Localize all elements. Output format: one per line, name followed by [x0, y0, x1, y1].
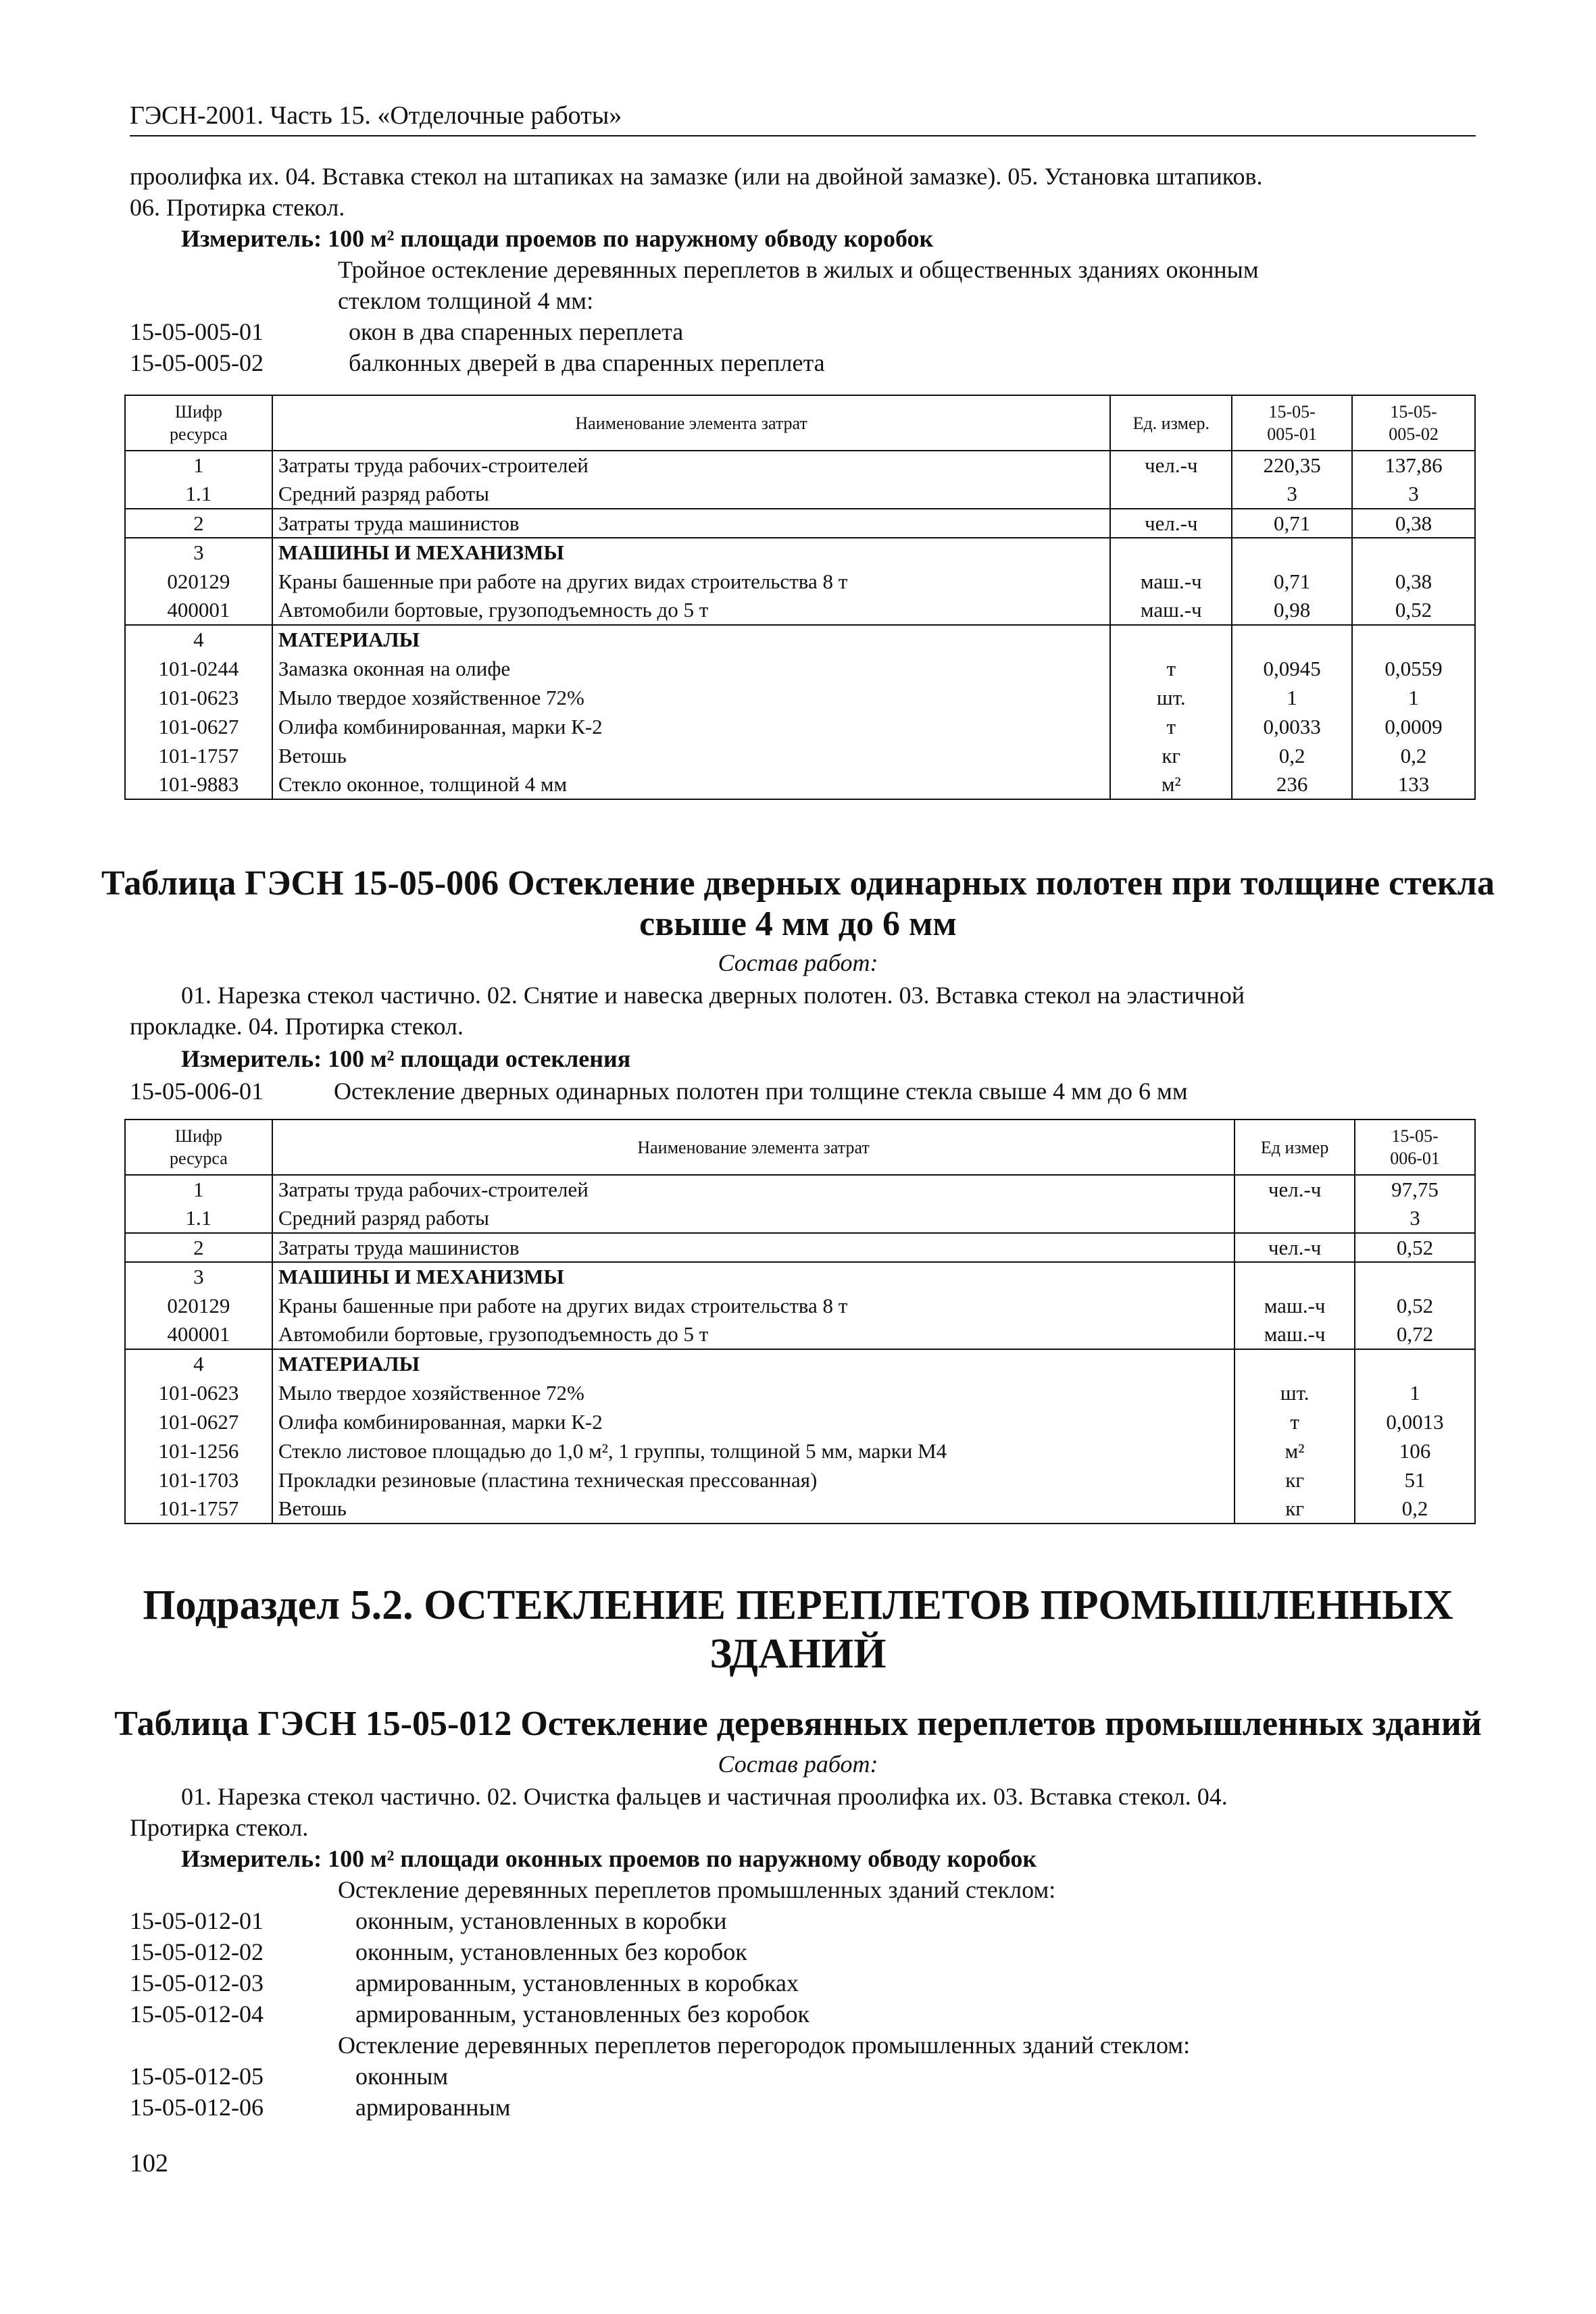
- cell-name: Затраты труда машинистов: [272, 509, 1111, 538]
- cell-value: 1: [1352, 683, 1475, 712]
- cell-name: Стекло листовое площадью до 1,0 м², 1 группы, толщиной 5 мм, марки М4: [272, 1436, 1235, 1465]
- table-row: [125, 480, 1475, 509]
- cell-value: [1232, 538, 1352, 567]
- cell-unit: чел.-ч: [1110, 451, 1232, 480]
- cell-cipher: 020129: [125, 567, 272, 596]
- cell-value: 0,2: [1352, 741, 1475, 770]
- cell-unit: т: [1235, 1407, 1355, 1436]
- resource-table-005: [124, 395, 1476, 800]
- cell-cipher: 101-0244: [125, 654, 272, 683]
- cell-value: 0,0559: [1352, 654, 1475, 683]
- header-rule: [130, 135, 1476, 136]
- item-desc: оконным, установленных в коробки: [355, 1907, 727, 1934]
- table-006-title-line-1: Таблица ГЭСН 15-05-006 Остекление дверных одинарных полотен при толщине стекла: [101, 864, 1495, 903]
- cell-name: Олифа комбинированная, марки К-2: [272, 1407, 1235, 1436]
- cell-value: [1352, 625, 1475, 654]
- cell-unit: маш.-ч: [1235, 1291, 1355, 1320]
- table-row: [125, 567, 1475, 596]
- cell-name: МАШИНЫ И МЕХАНИЗМЫ: [272, 1262, 1235, 1291]
- cell-value: [1355, 1349, 1475, 1378]
- cell-name: Затраты труда рабочих-строителей: [272, 1175, 1235, 1204]
- cell-cipher: 101-1703: [125, 1465, 272, 1494]
- table-row: [125, 654, 1475, 683]
- cell-value: 0,0945: [1232, 654, 1352, 683]
- table-row: [125, 625, 1475, 654]
- cell-unit: кг: [1235, 1465, 1355, 1494]
- cell-value: [1352, 538, 1475, 567]
- cell-name: Автомобили бортовые, грузоподъемность до 5 т: [272, 596, 1111, 625]
- measure-012: Измеритель: 100 м² площади оконных проемов по наружному обводу коробок: [181, 1845, 1037, 1872]
- cell-cipher: 101-0627: [125, 712, 272, 741]
- table-row: [125, 1320, 1475, 1349]
- works-label-006: Состав работ:: [718, 949, 878, 976]
- works-006-line-1: 01. Нарезка стекол частично. 02. Снятие и навеска дверных полотен. 03. Вставка стекол на эластичной: [181, 982, 1245, 1009]
- table-012-title: Таблица ГЭСН 15-05-012 Остекление деревянных переплетов промышленных зданий: [114, 1705, 1482, 1743]
- col-header-name: Наименование элемента затрат: [272, 1120, 1235, 1175]
- cell-unit: [1110, 538, 1232, 567]
- cell-unit: маш.-ч: [1110, 567, 1232, 596]
- cell-cipher: 101-9883: [125, 770, 272, 799]
- table-row: [125, 509, 1475, 538]
- cell-value: 0,38: [1352, 509, 1475, 538]
- item-code: 15-05-006-01: [130, 1078, 264, 1105]
- cell-name: Средний разряд работы: [272, 1204, 1235, 1233]
- cell-cipher: 2: [125, 509, 272, 538]
- cell-value: 97,75: [1355, 1175, 1475, 1204]
- group-012-1: Остекление деревянных переплетов промышленных зданий стеклом:: [338, 1876, 1056, 1903]
- cell-unit: [1235, 1262, 1355, 1291]
- col-header-005-02: 15-05- 005-02: [1352, 395, 1475, 451]
- table-row: [125, 1204, 1475, 1233]
- cell-cipher: 101-1256: [125, 1436, 272, 1465]
- cell-name: Прокладки резиновые (пластина техническая прессованная): [272, 1465, 1235, 1494]
- table-row: [125, 1436, 1475, 1465]
- cell-unit: т: [1110, 712, 1232, 741]
- item-code: 15-05-005-02: [130, 349, 264, 376]
- cell-value: 0,0009: [1352, 712, 1475, 741]
- table-row: [125, 1378, 1475, 1407]
- cell-unit: маш.-ч: [1110, 596, 1232, 625]
- cell-unit: кг: [1235, 1494, 1355, 1524]
- group-005-line-1: Тройное остекление деревянных переплетов в жилых и общественных зданиях оконным: [338, 256, 1259, 283]
- cell-value: 1: [1232, 683, 1352, 712]
- cell-name: МАШИНЫ И МЕХАНИЗМЫ: [272, 538, 1111, 567]
- item-code: 15-05-005-01: [130, 318, 264, 345]
- cell-value: 0,72: [1355, 1320, 1475, 1349]
- cell-value: 0,2: [1355, 1494, 1475, 1524]
- table-row: [125, 1494, 1475, 1524]
- table-row: [125, 1175, 1475, 1204]
- item-code: 15-05-012-02: [130, 1938, 264, 1965]
- col-header-name: Наименование элемента затрат: [272, 395, 1111, 451]
- cell-cipher: 3: [125, 538, 272, 567]
- measure-006: Измеритель: 100 м² площади остекления: [181, 1045, 631, 1072]
- cell-name: Средний разряд работы: [272, 480, 1111, 509]
- item-desc: балконных дверей в два спаренных переплета: [349, 349, 825, 376]
- item-desc: Остекление дверных одинарных полотен при толщине стекла свыше 4 мм до 6 мм: [334, 1078, 1188, 1105]
- cell-name: Мыло твердое хозяйственное 72%: [272, 683, 1111, 712]
- col-header-cipher: Шифр ресурса: [125, 1120, 272, 1175]
- works-label-012: Состав работ:: [718, 1751, 878, 1778]
- cell-name: Затраты труда машинистов: [272, 1233, 1235, 1262]
- item-desc: оконным, установленных без коробок: [355, 1938, 747, 1965]
- cell-unit: чел.-ч: [1110, 509, 1232, 538]
- cell-cipher: 1.1: [125, 1204, 272, 1233]
- item-desc: армированным, установленных в коробках: [355, 1969, 799, 1996]
- subsection-title-line-2: ЗДАНИЙ: [709, 1631, 887, 1677]
- cell-value: 133: [1352, 770, 1475, 799]
- cell-value: 0,71: [1232, 567, 1352, 596]
- cell-name: МАТЕРИАЛЫ: [272, 625, 1111, 654]
- cell-unit: [1235, 1349, 1355, 1378]
- works-012-line-2: Протирка стекол.: [130, 1814, 309, 1841]
- cell-name: Краны башенные при работе на других видах строительства 8 т: [272, 1291, 1235, 1320]
- table-header-row: [125, 1120, 1475, 1175]
- page-number: 102: [130, 2149, 168, 2178]
- cell-unit: маш.-ч: [1235, 1320, 1355, 1349]
- cell-unit: т: [1110, 654, 1232, 683]
- cell-cipher: 3: [125, 1262, 272, 1291]
- table-header-row: [125, 395, 1475, 451]
- table-row: [125, 712, 1475, 741]
- item-code: 15-05-012-01: [130, 1907, 264, 1934]
- cell-value: 0,0013: [1355, 1407, 1475, 1436]
- resource-table-006: [124, 1119, 1476, 1524]
- item-code: 15-05-012-05: [130, 2063, 264, 2090]
- cell-unit: [1110, 625, 1232, 654]
- cell-cipher: 101-1757: [125, 741, 272, 770]
- cell-name: Мыло твердое хозяйственное 72%: [272, 1378, 1235, 1407]
- col-header-006-01: 15-05- 006-01: [1355, 1120, 1475, 1175]
- table-row: [125, 596, 1475, 625]
- cell-value: 3: [1232, 480, 1352, 509]
- intro-line-2: 06. Протирка стекол.: [130, 194, 345, 221]
- cell-value: 0,2: [1232, 741, 1352, 770]
- cell-unit: шт.: [1110, 683, 1232, 712]
- cell-cipher: 1: [125, 451, 272, 480]
- cell-name: Олифа комбинированная, марки К-2: [272, 712, 1111, 741]
- cell-value: [1355, 1262, 1475, 1291]
- intro-line-1: проолифка их. 04. Вставка стекол на штапиках на замазке (или на двойной замазке). 05. Установка штапиков.: [130, 163, 1263, 190]
- cell-cipher: 101-1757: [125, 1494, 272, 1524]
- table-row: [125, 683, 1475, 712]
- measure-005: Измеритель: 100 м² площади проемов по наружному обводу коробок: [181, 225, 934, 252]
- cell-unit: [1110, 480, 1232, 509]
- table-row: [125, 741, 1475, 770]
- cell-value: 0,52: [1352, 596, 1475, 625]
- group-005-line-2: стеклом толщиной 4 мм:: [338, 287, 594, 314]
- table-006-title-line-2: свыше 4 мм до 6 мм: [639, 905, 957, 943]
- item-desc: окон в два спаренных переплета: [349, 318, 684, 345]
- item-desc: армированным, установленных без коробок: [355, 2001, 810, 2028]
- cell-cipher: 101-0623: [125, 683, 272, 712]
- cell-cipher: 400001: [125, 1320, 272, 1349]
- table-row: [125, 1291, 1475, 1320]
- cell-cipher: 2: [125, 1233, 272, 1262]
- cell-cipher: 4: [125, 1349, 272, 1378]
- cell-value: [1232, 625, 1352, 654]
- cell-value: 106: [1355, 1436, 1475, 1465]
- cell-value: 51: [1355, 1465, 1475, 1494]
- cell-value: 236: [1232, 770, 1352, 799]
- cell-name: Стекло оконное, толщиной 4 мм: [272, 770, 1111, 799]
- running-header: ГЭСН-2001. Часть 15. «Отделочные работы»: [130, 101, 622, 130]
- cell-value: 0,71: [1232, 509, 1352, 538]
- cell-unit: шт.: [1235, 1378, 1355, 1407]
- cell-value: 1: [1355, 1378, 1475, 1407]
- subsection-title-line-1: Подраздел 5.2. ОСТЕКЛЕНИЕ ПЕРЕПЛЕТОВ ПРОМЫШЛЕННЫХ: [143, 1582, 1453, 1628]
- cell-name: Затраты труда рабочих-строителей: [272, 451, 1111, 480]
- cell-unit: м²: [1235, 1436, 1355, 1465]
- cell-unit: [1235, 1204, 1355, 1233]
- cell-value: 3: [1355, 1204, 1475, 1233]
- item-desc: армированным: [355, 2094, 511, 2121]
- cell-cipher: 4: [125, 625, 272, 654]
- cell-unit: чел.-ч: [1235, 1233, 1355, 1262]
- cell-cipher: 020129: [125, 1291, 272, 1320]
- col-header-cipher: Шифр ресурса: [125, 395, 272, 451]
- cell-cipher: 101-0627: [125, 1407, 272, 1436]
- table-row: [125, 1465, 1475, 1494]
- table-row: [125, 1349, 1475, 1378]
- cell-value: 0,52: [1355, 1291, 1475, 1320]
- item-desc: оконным: [355, 2063, 449, 2090]
- table-row: [125, 770, 1475, 799]
- table-row: [125, 451, 1475, 480]
- cell-value: 220,35: [1232, 451, 1352, 480]
- cell-value: 137,86: [1352, 451, 1475, 480]
- cell-value: 0,38: [1352, 567, 1475, 596]
- cell-cipher: 400001: [125, 596, 272, 625]
- group-012-2: Остекление деревянных переплетов перегородок промышленных зданий стеклом:: [338, 2032, 1191, 2059]
- col-header-005-01: 15-05- 005-01: [1232, 395, 1352, 451]
- cell-name: Замазка оконная на олифе: [272, 654, 1111, 683]
- works-012-line-1: 01. Нарезка стекол частично. 02. Очистка фальцев и частичная проолифка их. 03. Вставка стекол. 04.: [181, 1783, 1228, 1810]
- col-header-unit: Ед измер: [1235, 1120, 1355, 1175]
- item-code: 15-05-012-04: [130, 2001, 264, 2028]
- cell-name: Ветошь: [272, 1494, 1235, 1524]
- cell-unit: кг: [1110, 741, 1232, 770]
- table-row: [125, 538, 1475, 567]
- table-row: [125, 1233, 1475, 1262]
- table-row: [125, 1407, 1475, 1436]
- col-header-unit: Ед. измер.: [1110, 395, 1232, 451]
- cell-cipher: 101-0623: [125, 1378, 272, 1407]
- item-code: 15-05-012-06: [130, 2094, 264, 2121]
- cell-unit: м²: [1110, 770, 1232, 799]
- cell-unit: чел.-ч: [1235, 1175, 1355, 1204]
- cell-cipher: 1.1: [125, 480, 272, 509]
- item-code: 15-05-012-03: [130, 1969, 264, 1996]
- table-row: [125, 1262, 1475, 1291]
- cell-value: 0,52: [1355, 1233, 1475, 1262]
- cell-name: Ветошь: [272, 741, 1111, 770]
- works-006-line-2: прокладке. 04. Протирка стекол.: [130, 1013, 464, 1040]
- cell-name: МАТЕРИАЛЫ: [272, 1349, 1235, 1378]
- cell-cipher: 1: [125, 1175, 272, 1204]
- cell-value: 3: [1352, 480, 1475, 509]
- cell-name: Краны башенные при работе на других видах строительства 8 т: [272, 567, 1111, 596]
- cell-name: Автомобили бортовые, грузоподъемность до 5 т: [272, 1320, 1235, 1349]
- cell-value: 0,98: [1232, 596, 1352, 625]
- cell-value: 0,0033: [1232, 712, 1352, 741]
